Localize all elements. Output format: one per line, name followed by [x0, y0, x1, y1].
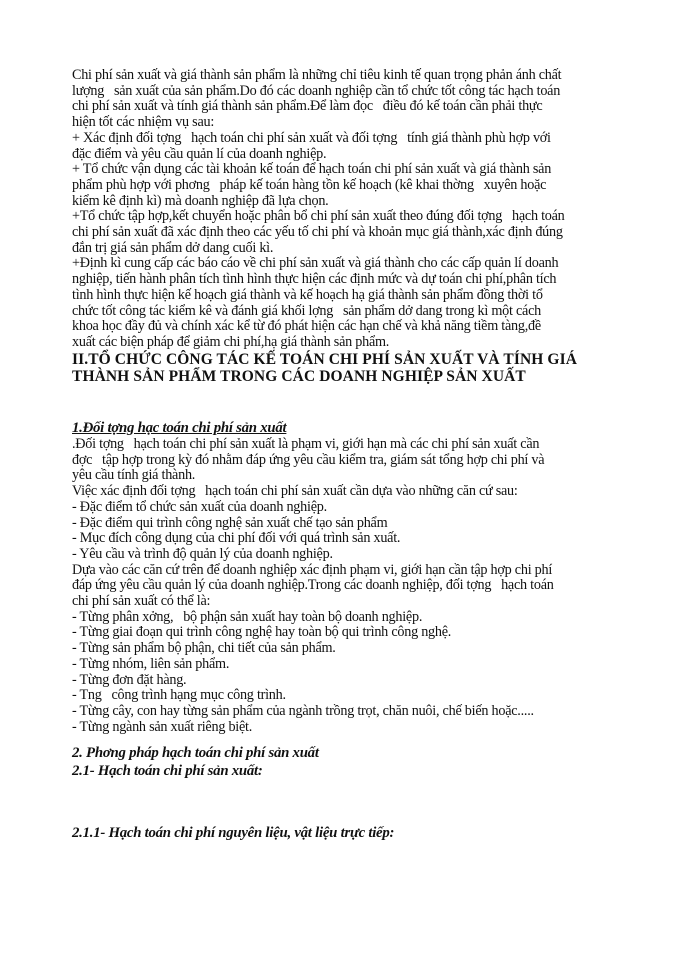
subheading-method: 2. Phơng pháp hạch toán chi phí sản xuất: [72, 745, 319, 761]
text-line: Dựa vào các căn cứ trên để doanh nghiệp xác định phạm vi, giới hạn cần tập hợp chi phí: [72, 561, 553, 578]
text-line: Chi phí sản xuất và giá thành sản phẩm là những chỉ tiêu kinh tế quan trọng phản ánh chất: [72, 67, 562, 83]
list-item: - Từng cây, con hay từng sản phẩm của ngành trồng trọt, chăn nuôi, chế biến hoặc.....: [72, 702, 534, 719]
list-item: - Từng nhóm, liên sản phẩm.: [72, 655, 230, 672]
list-item: - Từng giai đoạn qui trình công nghệ hay toàn bộ qui trình công nghệ.: [72, 624, 452, 641]
list-item: - Mục đích công dụng của chi phí đối với quá trình sản xuất.: [72, 530, 401, 547]
text-line: đặc điểm và yêu cầu quản lí của doanh nghiệp.: [72, 145, 327, 162]
text-line: + Tổ chức vận dụng các tài khoản kế toán để hạch toán chi phí sản xuất và giá thành sản: [72, 161, 552, 178]
subheading-cost-accounting: 2.1- Hạch toán chi phí sản xuất:: [72, 763, 263, 779]
list-item: - Từng đơn đặt hàng.: [72, 671, 187, 688]
text-line: xuất các biện pháp để giảm chi phí,hạ giá thành sản phẩm.: [72, 333, 390, 350]
list-item: - Tng công trình hạng mục công trình.: [72, 687, 286, 704]
text-line: kiểm kê định kì) mà doanh nghiệp đã lựa chọn.: [72, 192, 329, 209]
subheading-direct-materials: 2.1.1- Hạch toán chi phí nguyên liệu, vật liệu trực tiếp:: [72, 825, 395, 841]
text-line: yêu cầu tính giá thành.: [72, 467, 196, 484]
text-line: đáp ứng yêu cầu quản lý của doanh nghiệp.Trong các doanh nghiệp, đối tợng hạch toán: [72, 577, 554, 594]
text-line: đắn trị giá sản phẩm dở dang cuối kì.: [72, 239, 274, 256]
text-line: đợc tập hợp trong kỳ đó nhằm đáp ứng yêu cầu kiểm tra, giám sát tổng hợp chi phí và: [72, 451, 545, 468]
text-line: chức tốt công tác kiểm kê và đánh giá khối lợng sản phẩm dở dang trong kì một cách: [72, 302, 541, 319]
text-line: +Định kì cung cấp các báo cáo về chi phí sản xuất và giá thành cho các cấp quản lí doanh: [72, 255, 559, 272]
heading-line: II.TỔ CHỨC CÔNG TÁC KẾ TOÁN CHI PHÍ SẢN XUẤT VÀ TÍNH GIÁ: [72, 351, 577, 368]
subheading-cost-object: 1.Đối tợng hạc toán chi phí sản xuất: [72, 420, 287, 436]
heading-line: THÀNH SẢN PHẨM TRONG CÁC DOANH NGHIỆP SẢN XUẤT: [72, 367, 526, 385]
text-line: Việc xác định đối tợng hạch toán chi phí sản xuất cần dựa vào những căn cứ sau:: [72, 483, 518, 500]
section-body: [72, 437, 632, 735]
list-item: - Từng ngành sản xuất riêng biệt.: [72, 718, 253, 735]
list-item: - Từng phân xởng, bộ phận sản xuất hay toàn bộ doanh nghiệp.: [72, 608, 423, 625]
text-line: chi phí sản xuất đã xác định theo các yếu tố chi phí và khoản mục giá thành,xác định đúng: [72, 224, 563, 241]
text-line: hiện tốt các nhiệm vụ sau:: [72, 114, 215, 131]
text-line: +Tổ chức tập hợp,kết chuyển hoặc phân bổ chi phí sản xuất theo đúng đối tợng hạch toán: [72, 208, 565, 225]
text-line: .Đối tợng hạch toán chi phí sản xuất là phạm vi, giới hạn mà các chi phí sản xuất cần: [72, 436, 540, 452]
text-line: phẩm phù hợp với phơng pháp kế toán hàng tồn kế hoạch (kê khai thờng xuyên hoặc: [72, 176, 547, 193]
list-item: - Từng sản phẩm bộ phận, chi tiết của sản phẩm.: [72, 640, 336, 657]
text-line: lượng sản xuất của sản phẩm.Do đó các doanh nghiệp cần tổ chức tốt công tác hạch toán: [72, 82, 561, 99]
text-line: khoa học đầy đủ và chính xác kể từ đó phát hiện các hạn chế và khả năng tiềm tàng,đề: [72, 318, 541, 335]
list-item: - Yêu cầu và trình độ quản lý của doanh nghiệp.: [72, 545, 333, 562]
section-heading: [72, 352, 632, 385]
list-item: - Đặc điểm qui trình công nghệ sản xuất chế tạo sản phẩm: [72, 514, 388, 531]
text-line: chi phí sản xuất có thể là:: [72, 593, 211, 610]
text-line: nghiệp, tiến hành phân tích tình hình thực hiện các định mức và dự toán chi phí,phân tích: [72, 271, 557, 288]
text-line: tình hình thực hiện kế hoạch giá thành và kế hoạch hạ giá thành sản phẩm đồng thời tổ: [72, 286, 543, 303]
text-line: + Xác định đối tợng hạch toán chi phí sản xuất và đối tợng tính giá thành phù hợp với: [72, 129, 551, 146]
list-item: - Đặc điểm tổ chức sản xuất của doanh nghiệp.: [72, 498, 327, 515]
text-line: chi phí sản xuất và tính giá thành sản phẩm.Để làm đọc điều đó kế toán cần phải thực: [72, 98, 543, 115]
intro-paragraph: [72, 68, 632, 351]
